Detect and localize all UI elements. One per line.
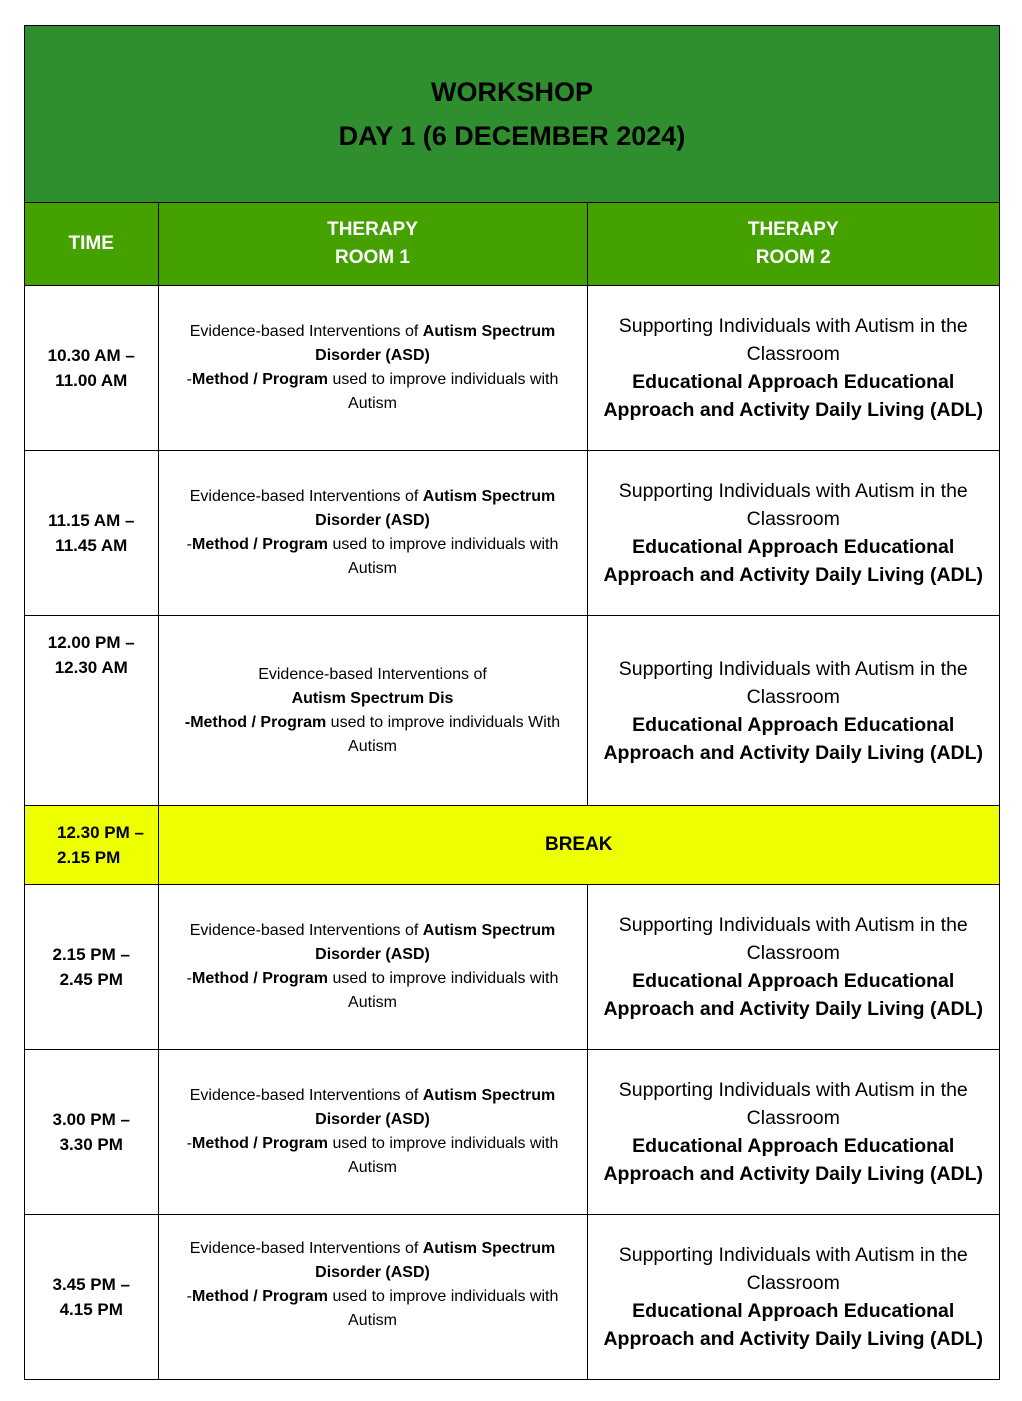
header-row xyxy=(25,203,999,286)
room-1-cell: Evidence-based Interventions of Autism Spectrum Disorder (ASD) -Method / Program used to improve individuals with Autism xyxy=(158,885,587,1050)
header-room-2: THERAPY ROOM 2 xyxy=(587,203,999,286)
room-1-cell: Evidence-based Interventions of Autism Spectrum Dis -Method / Program used to improve individuals With Autism xyxy=(158,616,587,806)
header-room-1: THERAPY ROOM 1 xyxy=(158,203,587,286)
break-row xyxy=(25,806,999,885)
session-row xyxy=(25,451,999,616)
room-1-cell: Evidence-based Interventions of Autism Spectrum Disorder (ASD) -Method / Program used to improve individuals with Autism xyxy=(158,286,587,451)
room-2-cell: Supporting Individuals with Autism in the Classroom Educational Approach Educational Approach and Activity Daily Living (ADL) xyxy=(587,451,999,616)
room-1-cell: Evidence-based Interventions of Autism Spectrum Disorder (ASD) -Method / Program used to improve individuals with Autism xyxy=(158,1215,587,1379)
room-2-cell: Supporting Individuals with Autism in the Classroom Educational Approach Educational Approach and Activity Daily Living (ADL) xyxy=(587,286,999,451)
room-1-cell: Evidence-based Interventions of Autism Spectrum Disorder (ASD) -Method / Program used to improve individuals with Autism xyxy=(158,451,587,616)
title-line-1: WORKSHOP xyxy=(431,77,593,107)
time-cell: 3.45 PM – 4.15 PM xyxy=(25,1215,158,1379)
time-cell: 12.00 PM – 12.30 AM xyxy=(25,616,158,806)
schedule-sheet xyxy=(24,25,1000,1380)
break-label: BREAK xyxy=(158,806,999,885)
time-cell: 3.00 PM – 3.30 PM xyxy=(25,1050,158,1215)
session-row xyxy=(25,616,999,806)
time-cell: 10.30 AM – 11.00 AM xyxy=(25,286,158,451)
room-2-cell: Supporting Individuals with Autism in the Classroom Educational Approach Educational Approach and Activity Daily Living (ADL) xyxy=(587,1215,999,1379)
room-2-cell: Supporting Individuals with Autism in the Classroom Educational Approach Educational Approach and Activity Daily Living (ADL) xyxy=(587,616,999,806)
session-row xyxy=(25,1215,999,1379)
time-cell: 2.15 PM – 2.45 PM xyxy=(25,885,158,1050)
session-row xyxy=(25,1050,999,1215)
schedule-table xyxy=(25,203,999,1379)
session-row xyxy=(25,286,999,451)
time-cell: 11.15 AM – 11.45 AM xyxy=(25,451,158,616)
header-time: TIME xyxy=(25,203,158,286)
room-2-cell: Supporting Individuals with Autism in the Classroom Educational Approach Educational Approach and Activity Daily Living (ADL) xyxy=(587,1050,999,1215)
room-2-cell: Supporting Individuals with Autism in the Classroom Educational Approach Educational Approach and Activity Daily Living (ADL) xyxy=(587,885,999,1050)
title-band xyxy=(25,26,999,203)
room-1-cell: Evidence-based Interventions of Autism Spectrum Disorder (ASD) -Method / Program used to improve individuals with Autism xyxy=(158,1050,587,1215)
title-line-2: DAY 1 (6 DECEMBER 2024) xyxy=(338,121,686,151)
break-time-cell: 12.30 PM – 2.15 PM xyxy=(25,806,158,885)
session-row xyxy=(25,885,999,1050)
